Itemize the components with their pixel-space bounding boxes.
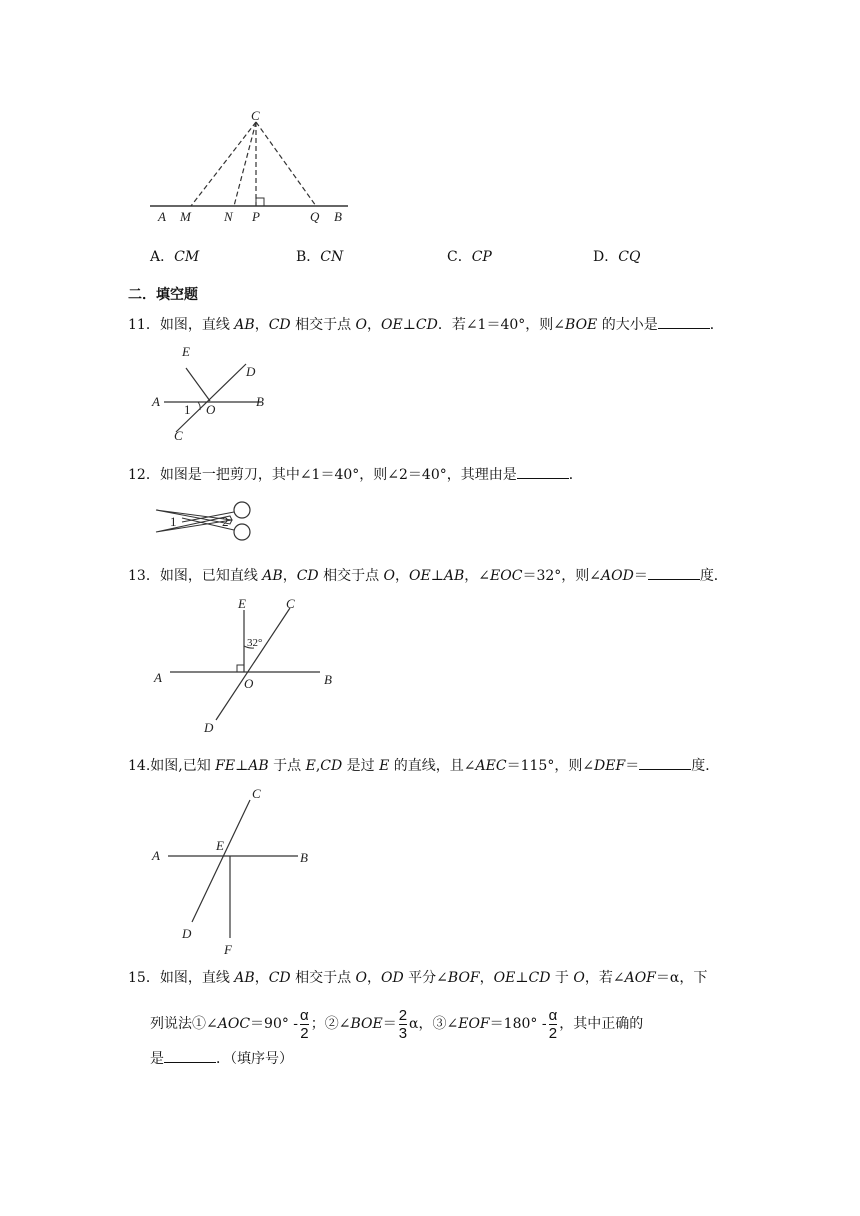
q10-figure: [146, 108, 356, 228]
q10-label-a: A: [158, 209, 166, 224]
q11-label-1: 1: [184, 402, 191, 417]
q13-label-angle: 32°: [247, 637, 263, 649]
q11-label-d: D: [246, 364, 256, 379]
option-value: CP: [471, 249, 492, 265]
section-title: 二．填空题: [128, 287, 198, 303]
q14-text: 14.如图,已知 FE⊥AB 于点 E,CD 是过 E 的直线，且∠AEC＝115°，则∠DEF＝ 度．: [128, 755, 719, 776]
q10-label-n: N: [224, 209, 233, 224]
option-key: D．: [593, 249, 619, 265]
option-key: B．: [296, 249, 321, 265]
fraction-2-over-3: $\frac{2}{3}$: [398, 1006, 408, 1042]
fraction-alpha-over-2: $\frac{\alpha}{2}$: [300, 1006, 309, 1042]
q11-text: 11．如图，直线 AB，CD 相交于点 O，OE⊥CD．若∠1＝40°，则∠BOE 的大小是 ．: [128, 314, 724, 335]
q14-label-a: A: [152, 848, 160, 863]
q11-label-e: E: [182, 344, 190, 359]
option-value: CQ: [618, 249, 641, 265]
q10-option-d: [593, 247, 640, 267]
answer-blank[interactable]: [517, 464, 569, 479]
q13-label-o: O: [244, 676, 254, 691]
q12-label-1: 1: [170, 514, 177, 529]
q14-label-f: F: [224, 942, 232, 957]
option-key: C．: [447, 249, 472, 265]
q11-label-a: A: [152, 394, 160, 409]
q12-text: 12．如图是一把剪刀，其中∠1＝40°，则∠2＝40°，其理由是 ．: [128, 464, 583, 485]
q14-label-b: B: [300, 850, 308, 865]
q14-figure: [148, 782, 320, 958]
answer-blank[interactable]: [658, 314, 710, 329]
q13-text: 13．如图，已知直线 AB，CD 相交于点 O，OE⊥AB，∠EOC＝32°，则∠AOD＝ 度．: [128, 565, 728, 586]
q10-option-c: [447, 247, 492, 267]
q15-line2: 列说法①∠AOC＝90° - $\frac{\alpha}{2}$ ；②∠BOE＝ $\frac{2}{3}$ α，③∠EOF＝180° - $\frac{\alpha}{2}$ ，其中正确的: [150, 1006, 644, 1042]
q11-label-c: C: [174, 428, 183, 443]
q13-figure: [150, 596, 345, 738]
fraction-alpha-over-2: $\frac{\alpha}{2}$: [548, 1006, 558, 1042]
q11-figure: [146, 344, 276, 444]
answer-blank[interactable]: [639, 755, 691, 770]
q10-label-m: M: [180, 209, 191, 224]
q13-label-e: E: [238, 596, 246, 611]
q10-label-c: C: [251, 108, 260, 123]
q15-line1: 15．如图，直线 AB，CD 相交于点 O，OD 平分∠BOF，OE⊥CD 于 O，若∠AOF＝α，下: [128, 970, 708, 986]
q10-label-p: P: [252, 209, 260, 224]
q11-label-b: B: [256, 394, 264, 409]
option-value: CN: [320, 249, 344, 265]
q12-scissors-figure: [152, 496, 262, 546]
q10-label-q: Q: [310, 209, 320, 224]
q10-option-b: [296, 247, 343, 267]
q10-label-b: B: [334, 209, 342, 224]
q13-label-b: B: [324, 672, 332, 687]
q10-option-a: [150, 247, 199, 267]
q12-label-2: 2: [222, 514, 229, 529]
answer-blank[interactable]: [648, 565, 700, 580]
q13-label-d: D: [204, 720, 214, 735]
q11-label-o: O: [206, 402, 216, 417]
q14-label-c: C: [252, 786, 261, 801]
q14-label-e: E: [216, 838, 224, 853]
answer-blank[interactable]: [164, 1048, 216, 1063]
option-value: CM: [174, 249, 200, 265]
q13-label-a: A: [154, 670, 162, 685]
q13-label-c: C: [286, 596, 295, 611]
option-key: A．: [150, 249, 175, 265]
q14-label-d: D: [182, 926, 192, 941]
q15-line3: 是 ．（填序号）: [150, 1048, 293, 1069]
